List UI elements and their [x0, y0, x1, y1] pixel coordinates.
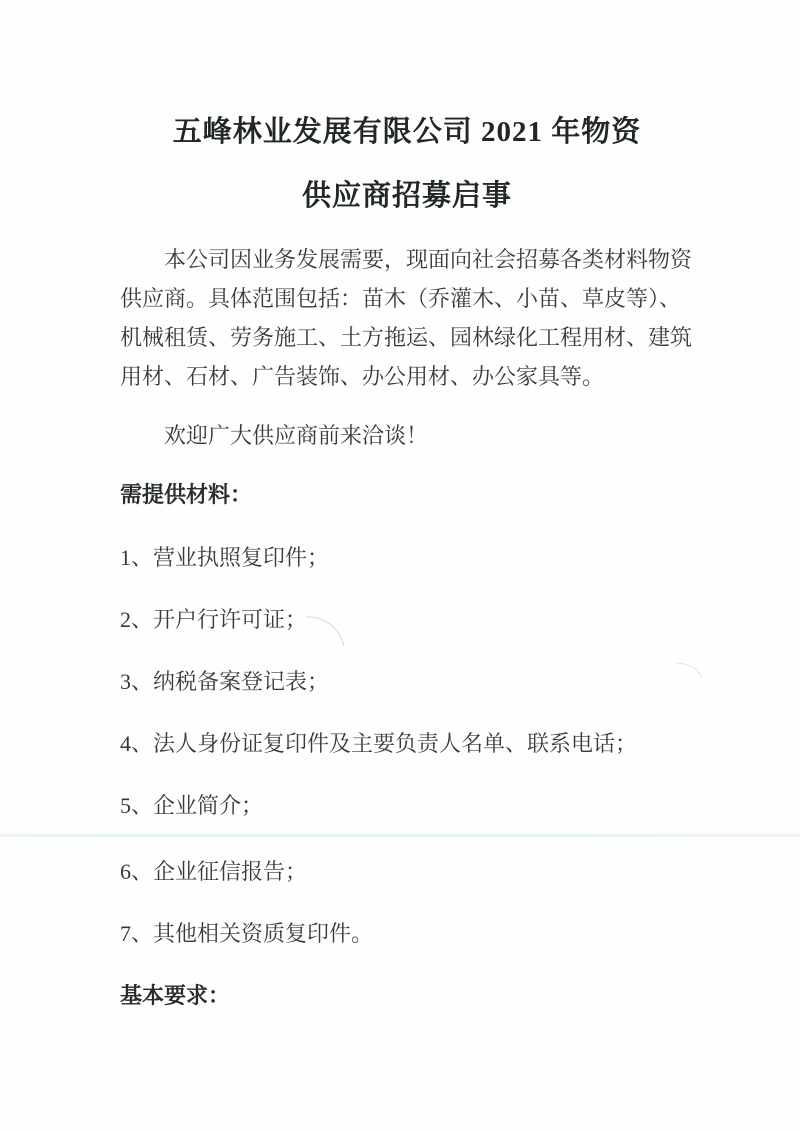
document-title-line-1: 五峰林业发展有限公司 2021 年物资	[172, 116, 642, 148]
list-item: 1、营业执照复印件；	[120, 545, 330, 570]
list-item: 5、企业简介；	[120, 793, 264, 818]
intro-paragraph	[120, 240, 694, 396]
materials-list	[120, 538, 694, 953]
list-item: 3、纳税备案登记表；	[120, 669, 330, 694]
list-item: 4、法人身份证复印件及主要负责人名单、联系电话；	[120, 731, 638, 756]
intro-line: 机械租赁、劳务施工、土方拖运、园林绿化工程用材、建筑	[120, 325, 693, 350]
intro-line: 用材、石材、广告装饰、办公用材、办公家具等。	[120, 364, 605, 389]
materials-heading: 需提供材料：	[120, 482, 253, 507]
intro-line: 本公司因业务发展需要，现面向社会招募各类材料物资	[164, 247, 693, 272]
list-item: 7、其他相关资质复印件。	[120, 921, 374, 946]
list-item: 6、企业征信报告；	[120, 859, 308, 884]
document-title-line-2: 供应商招募启事	[301, 180, 512, 212]
welcome-line: 欢迎广大供应商前来洽谈！	[164, 423, 429, 448]
list-item: 2、开户行许可证；	[120, 607, 308, 632]
document-title	[120, 100, 694, 228]
requirements-heading: 基本要求：	[120, 983, 231, 1008]
intro-line: 供应商。具体范围包括：苗木（乔灌木、小苗、草皮等）、	[120, 286, 682, 311]
